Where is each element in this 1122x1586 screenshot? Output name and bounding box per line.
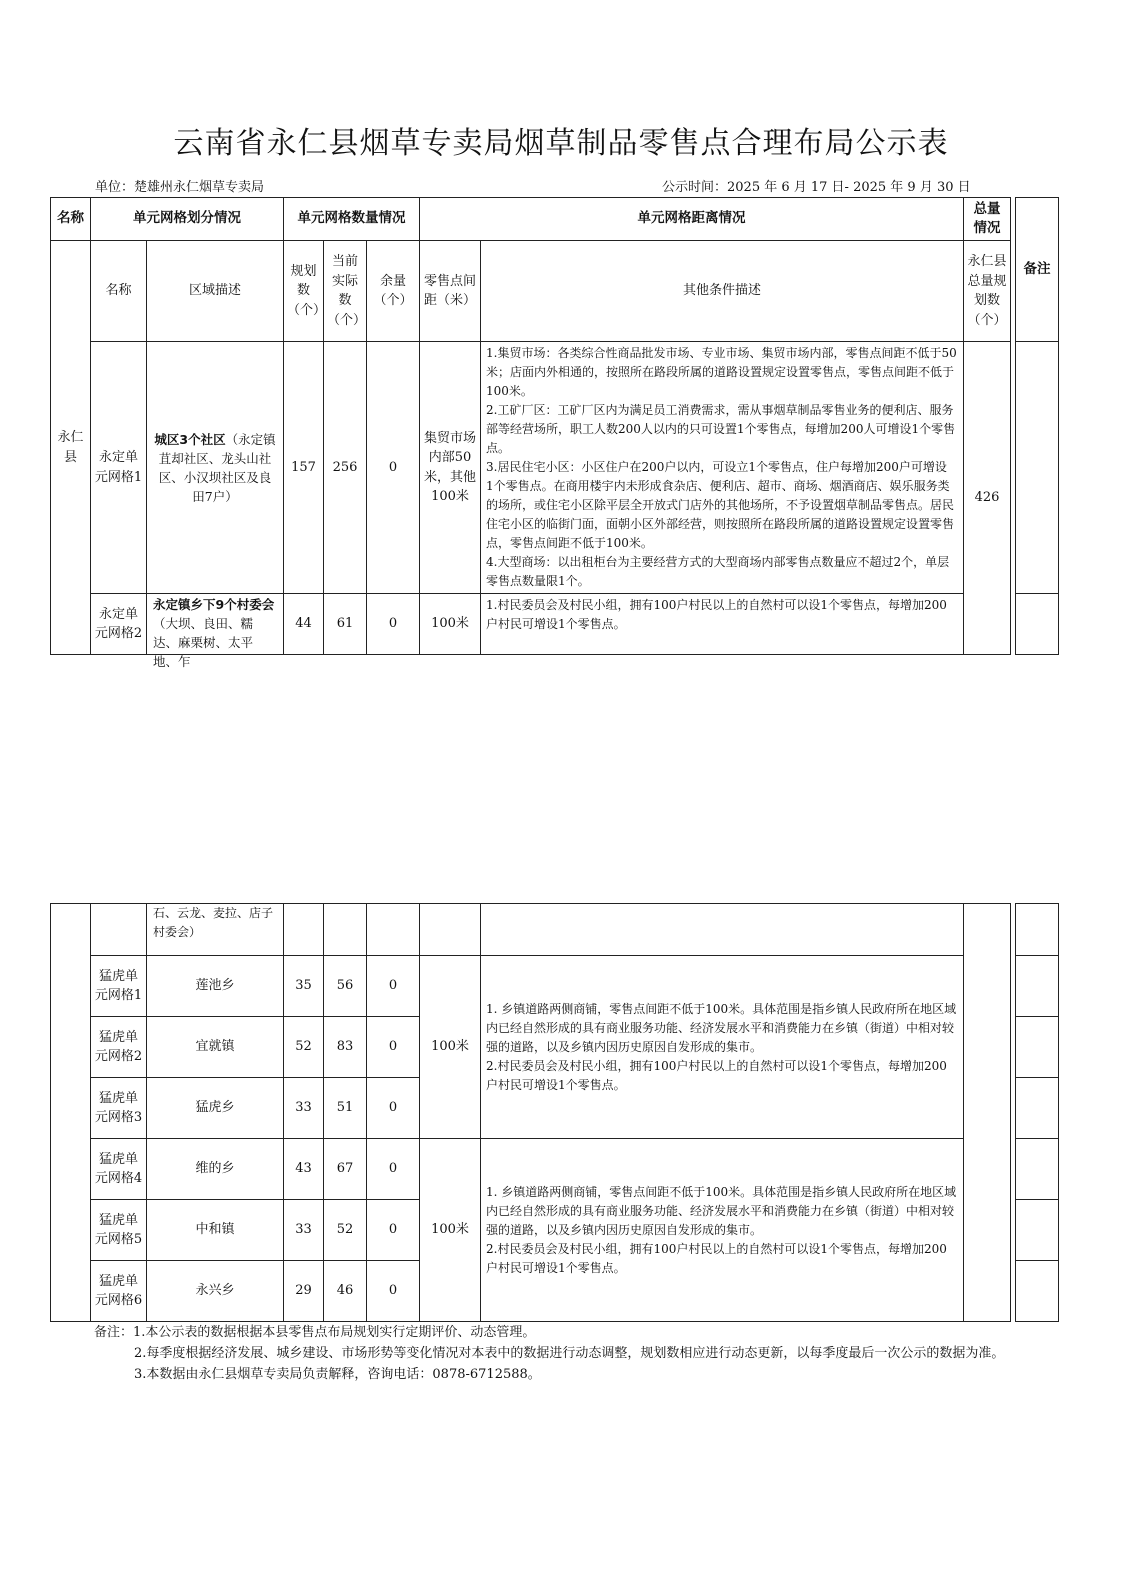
header-remark: 备注 [1016,198,1059,342]
surplus-count: 0 [367,594,420,655]
col-distance: 零售点间距（米） [420,241,481,342]
conditions-description: 1. 乡镇道路两侧商铺，零售点间距不低于100米。具体范围是指乡镇人民政府所在地区域内已经自然形成的具有商业服务功能、经济发展水平和消费能力在乡镇（街道）中相对较强的道路，以及乡镇内因历史原因自发形成的集市。 2.村民委员会及村民小组，拥有100户村民以上的自然村可以设1个零售点，每增加200户村民可增设1个零售点。 [481,1139,964,1322]
grid-name: 猛虎单元网格5 [91,1200,147,1261]
planned-count: 52 [284,1017,324,1078]
conditions-description: 1.集贸市场：各类综合性商品批发市场、专业市场、集贸市场内部，零售点间距不低于50米；店面内外相通的，按照所在路段所属的道路设置规定设置零售点，零售点间距不低于100米。 2.工矿厂区：工矿厂区内为满足员工消费需求，需从事烟草制品零售业务的便利店、服务部等经营场所，职工人数200人以内的只可设置1个零售点，每增加200人可增设1个零售点。 3.居民住宅小区：小区住户在200户以内，可设立1个零售点，住户每增加200户可增设 1个零售点。在商用楼宇内未形成食杂店、便利店、超市、商场、烟酒商店、娱乐服务类的场所，或住宅小区除平层全开放式门店外的其他场所，不予设置烟草制品零售点。居民住宅小区的临街门面，面朝小区外部经营，则按照所在路段所属的道路设置规定设置零售点，零售点间距不低于100米。 4.大型商场：以出租柜台为主要经营方式的大型商场内部零售点数量应不超过2个，单层零售点数量限1个。 [481,342,964,594]
grid-area: 维的乡 [147,1139,284,1200]
planned-count: 44 [284,594,324,655]
surplus-count: 0 [367,956,420,1017]
header-grid-distance: 单元网格距离情况 [420,198,964,241]
publicity-period: 公示时间：2025 年 6 月 17 日- 2025 年 9 月 30 日 [662,180,971,195]
note-3: 3.本数据由永仁县烟草专卖局负责解释，咨询电话：0878-6712588。 [134,1367,541,1382]
planned-count: 29 [284,1261,324,1322]
actual-count: 83 [324,1017,367,1078]
header-grid-division: 单元网格划分情况 [91,198,284,241]
page-title: 云南省永仁县烟草专卖局烟草制品零售点合理布局公示表 [173,126,949,161]
county-total: 426 [964,342,1011,655]
surplus-count: 0 [367,1017,420,1078]
grid-area: 猛虎乡 [147,1078,284,1139]
grid-area: 宜就镇 [147,1017,284,1078]
footnotes [94,1322,1019,1385]
county-name: 永仁县 [51,241,91,655]
retail-distance: 100米 [420,594,481,655]
grid-area: 城区3个社区（永定镇苴却社区、龙头山社区、小汉坝社区及良田7户） [147,342,284,594]
actual-count: 56 [324,956,367,1017]
note-2: 2.每季度根据经济发展、城乡建设、市场形势等变化情况对本表中的数据进行动态调整，规划数相应进行动态更新，以每季度最后一次公示的数据为准。 [134,1346,1005,1361]
col-name: 名称 [91,241,147,342]
planned-count: 35 [284,956,324,1017]
grid-area: 永定镇乡下9个村委会（大坝、良田、糯达、麻栗树、太平地、乍 [147,594,284,655]
surplus-count: 0 [367,1200,420,1261]
layout-table-part2 [50,903,1059,1322]
layout-table-part1 [50,197,1059,669]
col-total: 永仁县总量规划数（个） [964,241,1011,342]
col-planned: 规划数（个） [284,241,324,342]
grid-area: 中和镇 [147,1200,284,1261]
planned-count: 43 [284,1139,324,1200]
col-actual: 当前实际数（个） [324,241,367,342]
issuing-unit: 单位：楚雄州永仁烟草专卖局 [95,180,265,195]
conditions-description: 1.村民委员会及村民小组，拥有100户村民以上的自然村可以设1个零售点，每增加200户村民可增设1个零售点。 [481,594,964,655]
note-1: 备注：1.本公示表的数据根据本县零售点布局规划实行定期评价、动态管理。 [94,1325,536,1340]
col-conditions: 其他条件描述 [481,241,964,342]
conditions-description: 1. 乡镇道路两侧商铺，零售点间距不低于100米。具体范围是指乡镇人民政府所在地区域内已经自然形成的具有商业服务功能、经济发展水平和消费能力在乡镇（街道）中相对较强的道路，以及乡镇内因历史原因自发形成的集市。 2.村民委员会及村民小组，拥有100户村民以上的自然村可以设1个零售点，每增加200户村民可增设1个零售点。 [481,956,964,1139]
retail-distance: 100米 [420,956,481,1139]
actual-count: 51 [324,1078,367,1139]
surplus-count: 0 [367,342,420,594]
surplus-count: 0 [367,1078,420,1139]
grid-name: 猛虎单元网格3 [91,1078,147,1139]
col-area: 区域描述 [147,241,284,342]
surplus-count: 0 [367,1261,420,1322]
actual-count: 52 [324,1200,367,1261]
header-total: 总量情况 [964,198,1011,241]
col-surplus: 余量（个） [367,241,420,342]
planned-count: 33 [284,1200,324,1261]
grid-name: 猛虎单元网格4 [91,1139,147,1200]
grid-area: 永兴乡 [147,1261,284,1322]
retail-distance: 100米 [420,1139,481,1322]
actual-count: 61 [324,594,367,655]
header-grid-quantity: 单元网格数量情况 [284,198,420,241]
grid-name: 永定单元网格1 [91,342,147,594]
grid-area: 莲池乡 [147,956,284,1017]
actual-count: 256 [324,342,367,594]
grid-name: 猛虎单元网格1 [91,956,147,1017]
actual-count: 46 [324,1261,367,1322]
planned-count: 157 [284,342,324,594]
grid-name: 猛虎单元网格6 [91,1261,147,1322]
actual-count: 67 [324,1139,367,1200]
retail-distance: 集贸市场内部50米，其他100米 [420,342,481,594]
header-name: 名称 [51,198,91,241]
grid-area-continued: 石、云龙、麦拉、店子村委会） [147,904,284,956]
planned-count: 33 [284,1078,324,1139]
grid-name: 猛虎单元网格2 [91,1017,147,1078]
surplus-count: 0 [367,1139,420,1200]
grid-name: 永定单元网格2 [91,594,147,655]
